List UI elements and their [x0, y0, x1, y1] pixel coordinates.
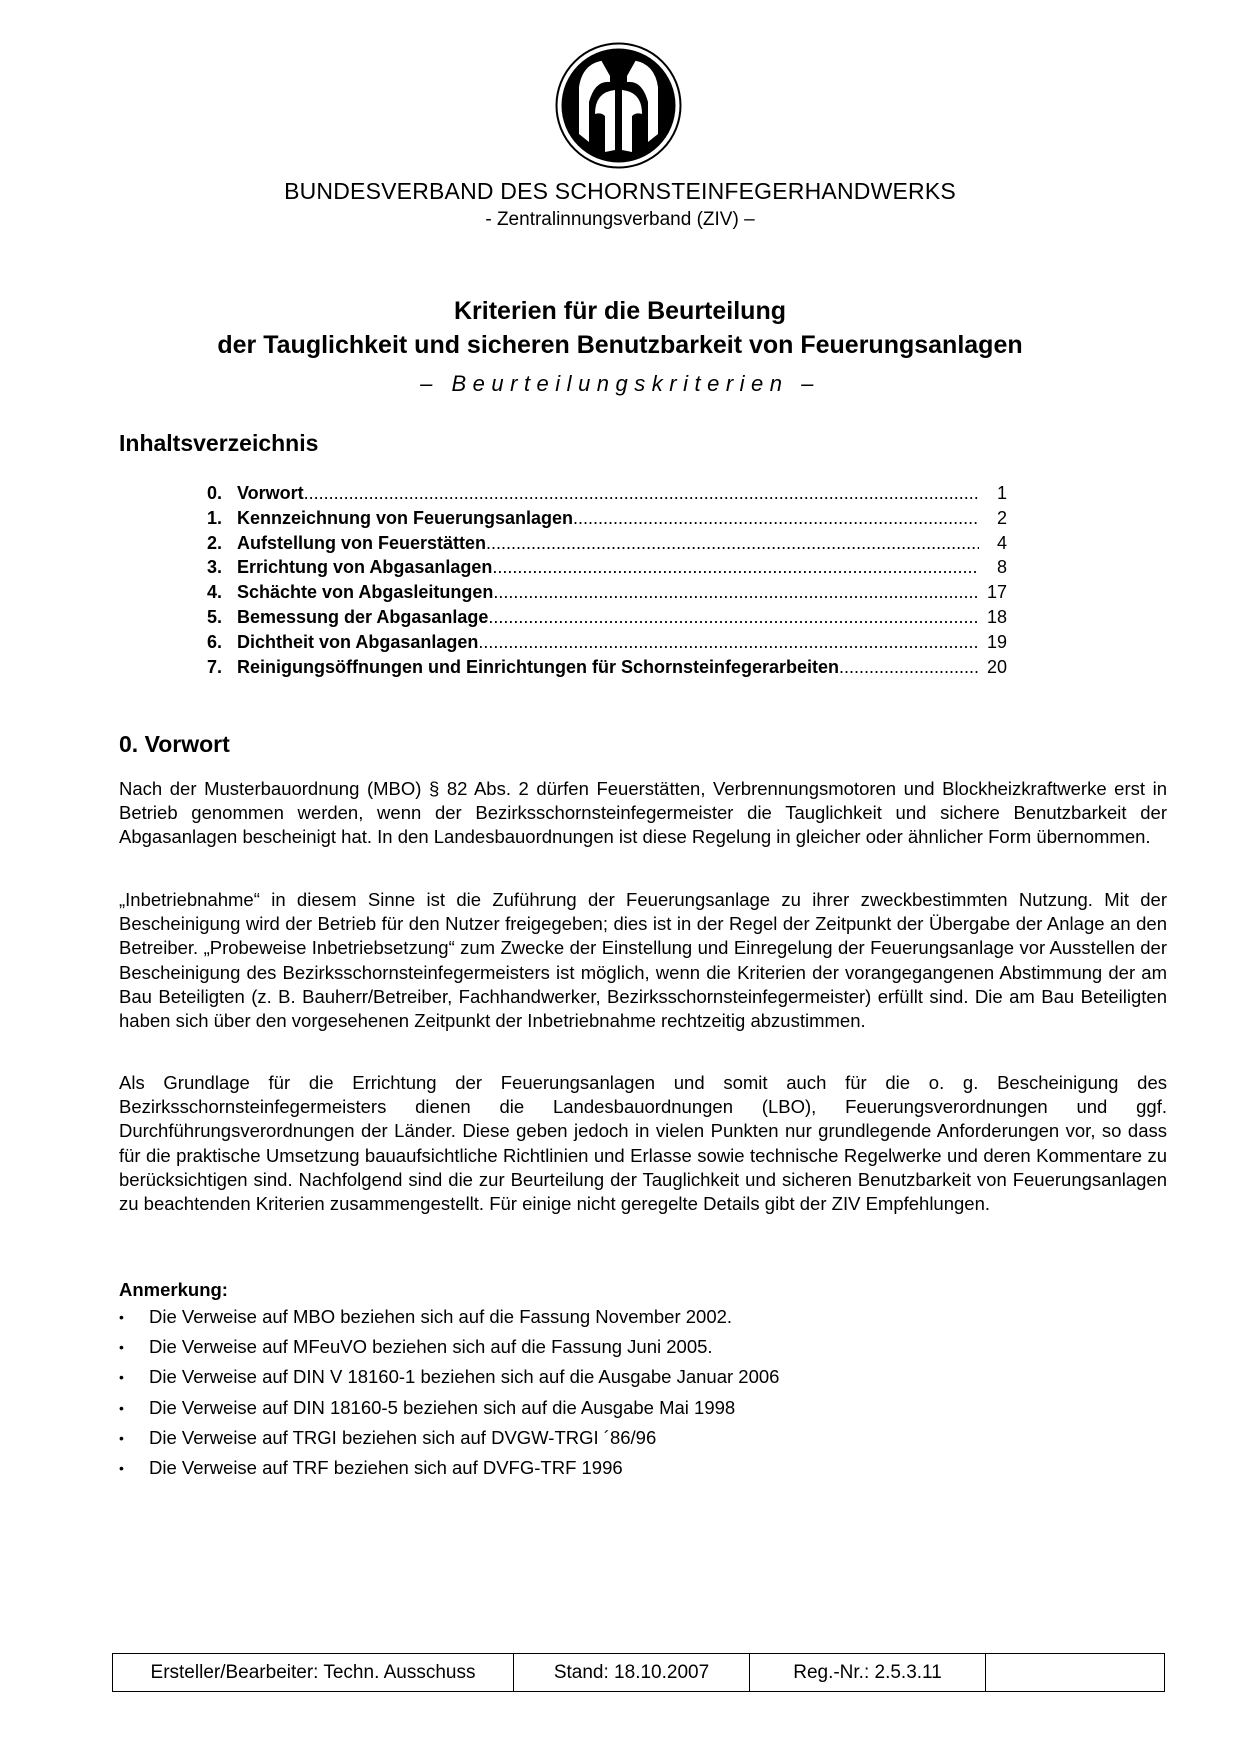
organization-subtitle: - Zentralinnungsverband (ZIV) – — [485, 209, 755, 230]
organization-name: BUNDESVERBAND DES SCHORNSTEINFEGERHANDWERKS — [284, 178, 956, 204]
toc-item-title: Reinigungsöffnungen und Einrichtungen für Schornsteinfegerarbeiten — [237, 656, 840, 677]
document-title-line-2: der Tauglichkeit und sicheren Benutzbarkeit von Feuerungsanlagen — [217, 331, 1023, 359]
bullet-icon: • — [119, 1459, 124, 1476]
toc-item-number: 1. — [207, 507, 223, 528]
toc-item-page: 18 — [986, 606, 1007, 627]
toc-item-page: 19 — [986, 631, 1007, 652]
toc-item-title: Aufstellung von Feuerstätten — [237, 532, 487, 553]
toc-item-page: 4 — [996, 532, 1007, 553]
toc-item-number: 6. — [207, 631, 223, 652]
toc-item-title: Dichtheit von Abgasanlagen — [237, 631, 479, 652]
paragraph: „Inbetriebnahme“ in diesem Sinne ist die Zuführung der Feuerungsanlage zu ihrer zweckbestimmten Nutzung. Mit der Bescheinigung wird der Betrieb für den Nutzer freigegeben; dies ist in der Regel der Zeitpunkt der Übergabe der Anlage an den Betreiber. „Probeweise Inbetriebsetzung“ zum Zwecke der Einstellung und Einregelung der Feuerungsanlage vor Ausstellen der Bescheinigung des Bezirksschornsteinfegermeisters ist möglich, wenn die Kriterien der vorangegangenen Abstimmung der am Bau Beteiligten (z. B. Bauherr/Betreiber, Fachhandwerker, Bezirksschornsteinfegermeister) erfüllt sind. Die am Bau Beteiligten haben sich über den vorgesehenen Zeitpunkt der Inbetriebnahme rechtzeitig abzustimmen. — [119, 889, 1167, 1032]
list-item-text: Die Verweise auf MBO beziehen sich auf die Fassung November 2002. — [149, 1306, 733, 1327]
document-title-line-1: Kriterien für die Beurteilung — [454, 297, 786, 325]
chimney-sweep-guild-emblem-icon — [555, 42, 682, 169]
toc-item-page: 2 — [996, 507, 1007, 528]
list-item — [119, 1453, 1167, 1483]
list-item — [119, 1332, 1167, 1362]
table-of-contents — [207, 481, 1007, 679]
bullet-icon: • — [119, 1369, 124, 1386]
bullet-icon: • — [119, 1399, 124, 1416]
list-item-text: Die Verweise auf TRF beziehen sich auf DVFG-TRF 1996 — [149, 1456, 623, 1478]
toc-item-number: 5. — [207, 606, 223, 627]
section-heading-vorwort: 0. Vorwort — [119, 731, 230, 757]
paragraph: Nach der Musterbauordnung (MBO) § 82 Abs. 2 dürfen Feuerstätten, Verbrennungsmotoren und Blockheizkraftwerke erst in Betrieb genommen werden, wenn der Bezirksschornsteinfegermeister die Tauglichkeit und sichere Benutzbarkeit der Abgasanlagen bescheinigt hat. In den Landesbauordnungen ist diese Regelung in gleicher oder ähnlicher Form übernommen. — [119, 778, 1167, 848]
toc-item-page: 20 — [986, 656, 1007, 677]
toc-leader-dots — [478, 630, 979, 655]
footer-empty-cell — [986, 1654, 1165, 1692]
toc-item[interactable] — [207, 481, 1007, 506]
bullet-icon: • — [119, 1309, 124, 1325]
document-subtitle: – Beurteilungskriterien – — [420, 371, 820, 396]
list-item — [119, 1393, 1167, 1423]
bullet-icon: • — [119, 1339, 124, 1356]
toc-item-page: 8 — [996, 557, 1007, 578]
toc-item-number: 7. — [207, 656, 223, 677]
toc-leader-dots — [492, 555, 979, 580]
toc-item-page: 1 — [996, 483, 1007, 503]
toc-item-title: Schächte von Abgasleitungen — [237, 582, 494, 603]
footer-author: Ersteller/Bearbeiter: Techn. Ausschuss — [113, 1654, 514, 1692]
list-item-text: Die Verweise auf MFeuVO beziehen sich auf die Fassung Juni 2005. — [149, 1336, 713, 1358]
toc-item-page: 17 — [986, 582, 1007, 603]
toc-item-title: Kennzeichnung von Feuerungsanlagen — [237, 507, 574, 528]
toc-item[interactable] — [207, 630, 1007, 655]
toc-item[interactable] — [207, 580, 1007, 605]
bullet-icon: • — [119, 1429, 124, 1446]
toc-item-title: Errichtung von Abgasanlagen — [237, 557, 493, 578]
toc-item[interactable] — [207, 531, 1007, 556]
list-item — [119, 1362, 1167, 1392]
footer-reg-number: Reg.-Nr.: 2.5.3.11 — [750, 1654, 986, 1692]
list-item — [119, 1423, 1167, 1453]
note-list — [119, 1302, 1167, 1483]
list-item-text: Die Verweise auf DIN 18160-5 beziehen sich auf die Ausgabe Mai 1998 — [149, 1396, 736, 1418]
toc-item[interactable] — [207, 655, 1007, 680]
toc-leader-dots — [488, 605, 979, 630]
footer-info-table — [112, 1653, 1165, 1692]
toc-item-number: 0. — [207, 483, 223, 503]
toc-leader-dots — [839, 655, 979, 680]
list-item-text: Die Verweise auf DIN V 18160-1 beziehen sich auf die Ausgabe Januar 2006 — [149, 1366, 780, 1388]
toc-item-number: 4. — [207, 582, 223, 603]
toc-leader-dots — [493, 580, 979, 605]
list-item — [119, 1302, 1167, 1332]
toc-leader-dots — [486, 531, 979, 556]
paragraph: Als Grundlage für die Errichtung der Feuerungsanlagen und somit auch für die o. g. Bescheinigung des Bezirksschornsteinfegermeisters dienen die Landesbauordnungen (LBO), Feuerungsverordnungen und ggf. Durchführungsverordnungen der Länder. Diese geben jedoch in vielen Punkten nur grundlegende Anforderungen vor, so dass für die praktische Umsetzung bauaufsichtliche Richtlinien und Erlasse sowie technische Regelwerke und deren Kommentare zu berücksichtigen sind. Nachfolgend sind die zur Beurteilung der Tauglichkeit und sicheren Benutzbarkeit von Feuerungsanlagen zu beachtenden Kriterien zusammengestellt. Für einige nicht geregelte Details gibt der ZIV Empfehlungen. — [119, 1072, 1167, 1215]
toc-item-title: Vorwort — [237, 483, 304, 503]
list-item-text: Die Verweise auf TRGI beziehen sich auf DVGW-TRGI ´86/96 — [149, 1426, 657, 1448]
toc-item[interactable] — [207, 605, 1007, 630]
toc-leader-dots — [304, 481, 979, 506]
note-block — [119, 1278, 1167, 1483]
toc-item[interactable] — [207, 506, 1007, 531]
toc-item[interactable] — [207, 555, 1007, 580]
toc-item-title: Bemessung der Abgasanlage — [237, 606, 489, 627]
toc-heading: Inhaltsverzeichnis — [119, 430, 319, 456]
toc-item-number: 3. — [207, 557, 223, 578]
note-title: Anmerkung: — [119, 1279, 228, 1300]
toc-leader-dots — [573, 506, 979, 531]
toc-item-number: 2. — [207, 532, 223, 553]
footer-date: Stand: 18.10.2007 — [514, 1654, 750, 1692]
